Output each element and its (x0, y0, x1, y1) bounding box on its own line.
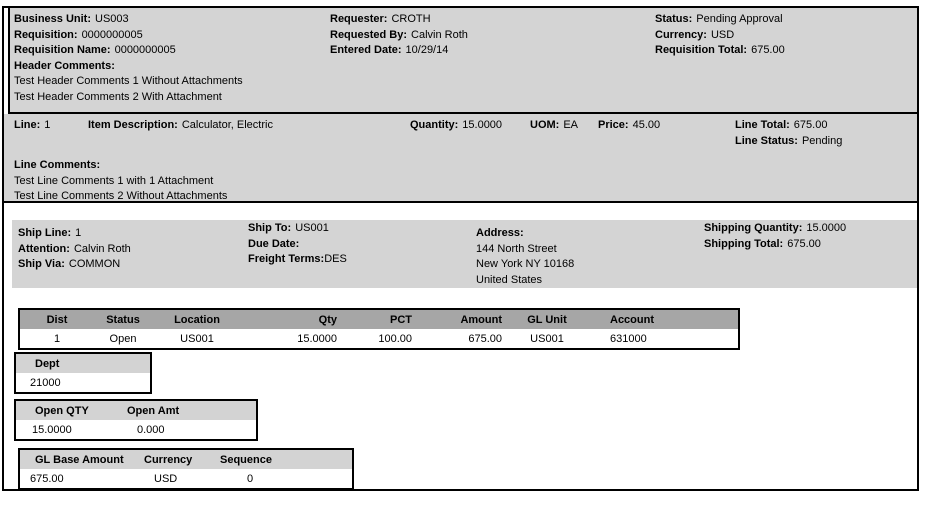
cell-currency: USD (154, 472, 178, 485)
address-column (476, 226, 574, 288)
quantity-field (410, 118, 502, 134)
distribution-table (18, 308, 740, 350)
requested-by-label: Requested By: (330, 28, 408, 41)
cell-pct: 100.00 (378, 332, 412, 345)
header-middle-column (330, 12, 468, 59)
open-table (14, 399, 258, 441)
shipping-quantity-label: Shipping Quantity: (704, 222, 803, 234)
document-frame (2, 6, 919, 491)
address-label: Address: (476, 227, 524, 239)
ship-via-value: COMMON (68, 258, 121, 270)
line-status-label: Line Status: (735, 134, 798, 147)
due-date-field (248, 237, 347, 253)
shipping-total-value: 675.00 (787, 237, 821, 250)
column-header-open-qty: Open QTY (35, 404, 89, 417)
ship-to-label: Ship To: (248, 222, 292, 234)
column-header-currency: Currency (144, 453, 193, 466)
line-comments-field (14, 158, 227, 174)
column-header-gl-unit: GL Unit (527, 313, 567, 326)
table-row (16, 420, 256, 439)
requester-label: Requester: (330, 13, 388, 25)
column-header-open-amt: Open Amt (127, 404, 180, 417)
attention-field (18, 242, 131, 258)
cell-sequence: 0 (247, 472, 254, 485)
shipping-band (12, 220, 917, 288)
freight-terms-label: Freight Terms: (248, 253, 325, 265)
header-comments-label: Header Comments: (14, 59, 115, 72)
cell-dept: 21000 (30, 376, 61, 389)
freight-terms-field (248, 252, 347, 268)
line-status-field (735, 134, 842, 150)
line-total-value: 675.00 (793, 119, 828, 131)
requisition-name-field (14, 43, 243, 59)
header-left-column (14, 12, 243, 105)
shipping-total-label: Shipping Total: (704, 237, 784, 250)
requisition-label: Requisition: (14, 28, 78, 41)
address-field (476, 226, 574, 242)
uom-label: UOM: (530, 119, 560, 131)
gl-table (18, 448, 354, 490)
gl-table-header-row (20, 450, 352, 469)
shipping-totals-column (704, 221, 846, 252)
ship-line-field (18, 226, 131, 242)
address-line: United States (476, 273, 543, 286)
cell-amount: 675.00 (468, 332, 502, 345)
cell-gl-unit: US001 (530, 332, 564, 345)
status-label: Status: (655, 13, 693, 25)
cell-location: US001 (180, 332, 214, 345)
ship-via-field (18, 257, 131, 273)
requester-value: CROTH (391, 13, 431, 25)
business-unit-value: US003 (95, 13, 129, 25)
header-comment-line: Test Header Comments 2 With Attachment (14, 90, 222, 103)
uom-value: EA (563, 119, 579, 131)
address-line: New York NY 10168 (476, 258, 575, 270)
line-section (4, 114, 917, 203)
cell-dist: 1 (53, 332, 61, 345)
status-field (655, 12, 785, 28)
column-header-status: Status (106, 313, 140, 326)
requisition-total-label: Requisition Total: (655, 44, 748, 56)
requisition-total-field (655, 43, 785, 59)
requested-by-value: Calvin Roth (411, 28, 468, 41)
requester-field (330, 12, 468, 28)
distribution-area (4, 303, 917, 484)
requisition-field (14, 28, 243, 44)
column-header-account: Account (610, 313, 654, 326)
currency-field (655, 28, 785, 44)
cell-gl-base-amount: 675.00 (30, 472, 64, 485)
header-right-column (655, 12, 785, 59)
requisition-header-section (8, 8, 917, 114)
ship-to-column (248, 221, 347, 268)
column-header-pct: PCT (390, 313, 412, 326)
line-status-value: Pending (801, 134, 843, 147)
line-number-field (14, 118, 50, 134)
table-row (16, 373, 150, 392)
ship-line-column (18, 226, 131, 273)
item-description-value: Calculator, Electric (181, 119, 273, 131)
line-comments-label: Line Comments: (14, 159, 101, 171)
cell-status: Open (109, 332, 137, 345)
business-unit-field (14, 12, 243, 28)
quantity-label: Quantity: (410, 119, 459, 131)
line-total-label: Line Total: (735, 119, 790, 131)
requisition-total-value: 675.00 (751, 44, 785, 56)
requested-by-field (330, 28, 468, 44)
shipping-quantity-field (704, 221, 846, 237)
price-field (598, 118, 660, 134)
cell-open-amt: 0.000 (137, 423, 165, 436)
item-description-field (88, 118, 273, 134)
due-date-label: Due Date: (248, 237, 300, 250)
requisition-name-value: 0000000005 (114, 44, 176, 56)
header-comment-line: Test Header Comments 1 Without Attachments (14, 75, 243, 87)
cell-account: 631000 (610, 332, 647, 345)
header-comments-field (14, 59, 243, 75)
dept-table-header-row (16, 354, 150, 373)
ship-line-label: Ship Line: (18, 227, 72, 239)
line-totals-block (735, 118, 842, 149)
ship-line-value: 1 (75, 227, 82, 239)
business-unit-label: Business Unit: (14, 13, 92, 25)
line-comment-line: Test Line Comments 1 with 1 Attachment (14, 174, 214, 187)
address-line: 144 North Street (476, 242, 557, 255)
uom-field (530, 118, 578, 134)
entered-date-label: Entered Date: (330, 44, 402, 56)
line-total-field (735, 118, 842, 134)
column-header-gl-base-amount: GL Base Amount (35, 453, 124, 466)
price-label: Price: (598, 119, 629, 131)
column-header-sequence: Sequence (220, 453, 272, 466)
shipping-quantity-value: 15.0000 (806, 222, 847, 234)
line-number-label: Line: (14, 119, 41, 131)
ship-to-value: US001 (295, 222, 329, 234)
dept-table (14, 352, 152, 394)
ship-to-field (248, 221, 347, 237)
column-header-location: Location (174, 313, 220, 326)
line-comments-block (14, 158, 227, 205)
column-header-dept: Dept (35, 357, 60, 370)
cell-open-qty: 15.0000 (32, 423, 72, 436)
cell-qty: 15.0000 (297, 332, 337, 345)
requisition-name-label: Requisition Name: (14, 44, 111, 56)
ship-via-label: Ship Via: (18, 258, 65, 270)
price-value: 45.00 (632, 119, 661, 131)
currency-value: USD (710, 28, 735, 41)
entered-date-value: 10/29/14 (405, 44, 449, 56)
freight-terms-value: DES (324, 253, 347, 265)
line-number-value: 1 (44, 119, 51, 131)
entered-date-field (330, 43, 468, 59)
shipping-section (4, 203, 917, 303)
item-description-label: Item Description: (88, 119, 178, 131)
table-row (20, 469, 352, 488)
column-header-amount: Amount (460, 313, 502, 326)
column-header-dist: Dist (46, 313, 68, 326)
open-table-header-row (16, 401, 256, 420)
status-value: Pending Approval (696, 13, 783, 25)
currency-label: Currency: (655, 28, 707, 41)
table-row (20, 329, 738, 348)
attention-label: Attention: (18, 242, 70, 255)
requisition-value: 0000000005 (81, 28, 143, 41)
attention-value: Calvin Roth (73, 242, 131, 255)
column-header-qty: Qty (318, 313, 337, 326)
line-comment-line: Test Line Comments 2 Without Attachments (14, 190, 228, 202)
distribution-table-header-row (20, 310, 738, 329)
quantity-value: 15.0000 (462, 119, 503, 131)
shipping-total-field (704, 237, 846, 253)
